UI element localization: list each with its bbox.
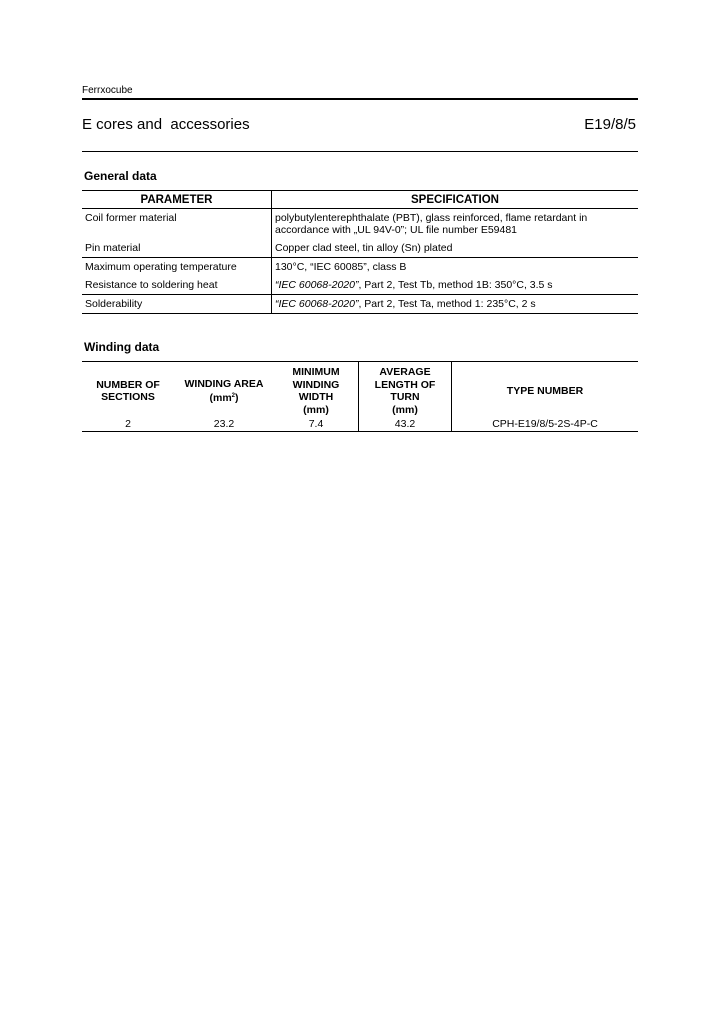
spec-cell: Copper clad steel, tin alloy (Sn) plated [272,239,639,258]
type-number-cell: CPH-E19/8/5-2S-4P-C [492,418,598,430]
column-header-parameter: PARAMETER [82,191,272,209]
winding-data-heading: Winding data [84,340,160,354]
param-cell: Maximum operating temperature [82,258,272,277]
sections-cell: 2 [125,418,131,430]
product-code: E19/8/5 [584,116,636,133]
column-header-sections: NUMBER OF SECTIONS [96,378,160,403]
area-cell: 23.2 [213,418,235,430]
winding-data-table [82,361,638,432]
column-header-avg-length: AVERAGE LENGTH OF TURN (mm) [359,362,452,419]
param-cell: Pin material [82,239,272,258]
spec-cell: “IEC 60068-2020”, Part 2, Test Ta, method 1: 235°C, 2 s [272,295,639,314]
table-row [82,209,638,240]
table-row [82,239,638,258]
param-cell: Solderability [82,295,272,314]
general-data-table [82,190,638,314]
spec-cell: “IEC 60068-2020”, Part 2, Test Tb, method 1B: 350°C, 3.5 s [272,276,639,295]
spec-cell: 130°C, “IEC 60085”, class B [275,261,407,273]
width-cell: 7.4 [274,418,359,432]
table-row [82,295,638,314]
brand-name: Ferrxocube [82,85,133,96]
spec-cell: polybutylenterephthalate (PBT), glass reinforced, flame retardant in accordance with „UL 94V-0”; UL file number E59481 [272,209,639,240]
column-header-type-number: TYPE NUMBER [506,384,584,397]
table-row [82,418,638,432]
table-row [82,258,638,277]
length-cell: 43.2 [359,418,452,432]
header-rule [82,98,638,100]
column-header-min-width: MINIMUM WINDING WIDTH (mm) [274,362,359,419]
title-rule [82,151,638,152]
column-header-winding-area: WINDING AREA $(mm^2)$ [184,377,264,404]
document-title: E cores and accessories [82,116,250,133]
general-data-heading: General data [84,169,157,183]
column-header-specification: SPECIFICATION [272,191,639,209]
param-cell: Coil former material [82,209,272,240]
param-cell: Resistance to soldering heat [82,276,272,295]
table-row [82,276,638,295]
